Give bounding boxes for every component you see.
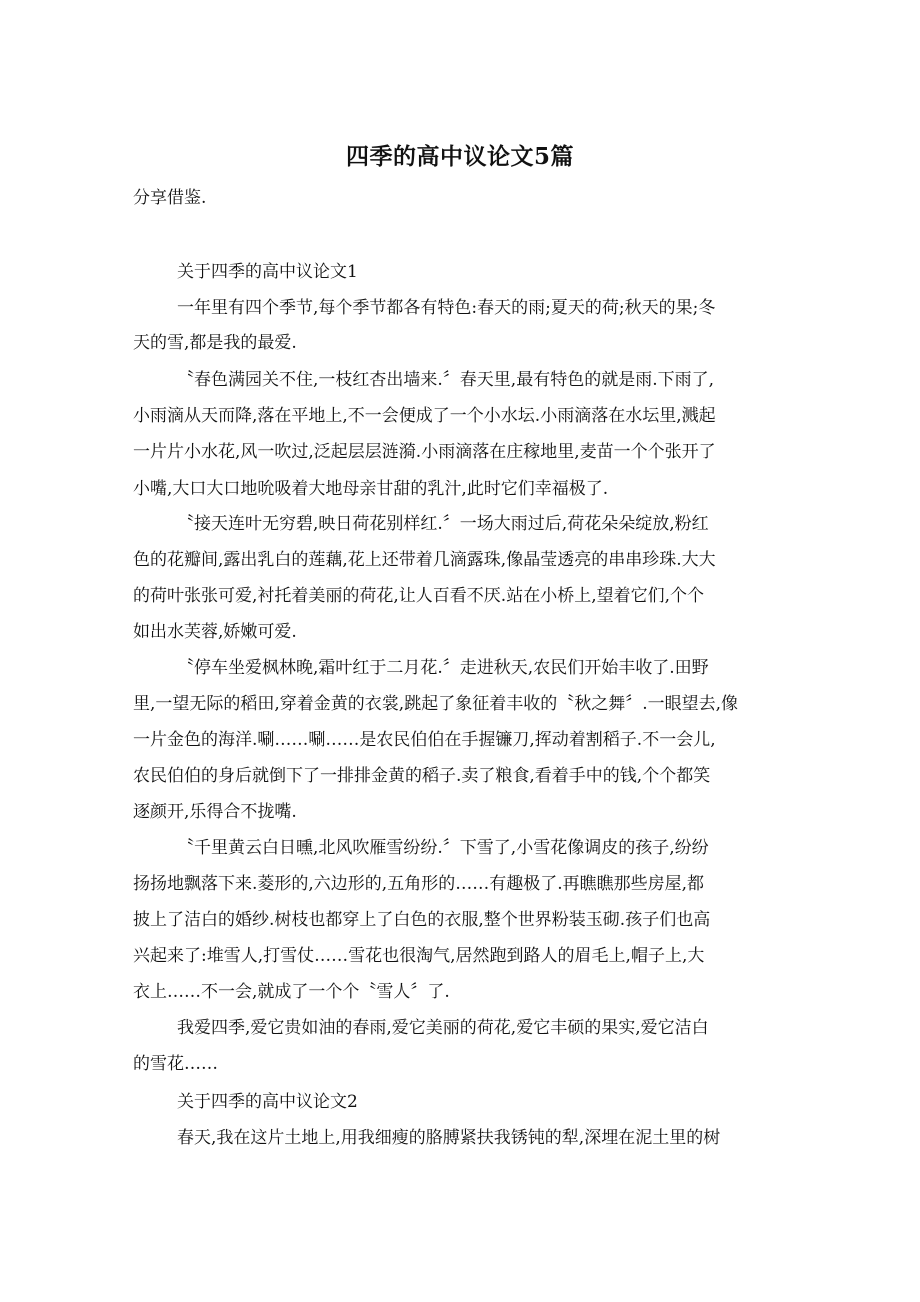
paragraph-line: 衣上……不一会,就成了一个个〝雪人〞了. [133, 982, 450, 1002]
paragraph-line: 色的花瓣间,露出乳白的莲藕,花上还带着几滴露珠,像晶莹透亮的串串珍珠.大大 [133, 550, 716, 570]
intro-text: 分享借鉴. [133, 188, 207, 208]
paragraph-line: 一片金色的海洋.唰……唰……是农民伯伯在手握镰刀,挥动着割稻子.不一会儿, [133, 730, 716, 750]
paragraph-line: 披上了洁白的婚纱.树枝也都穿上了白色的衣服,整个世界粉装玉砌.孩子们也高 [133, 910, 711, 930]
paragraph-line: 一片片小水花,风一吹过,泛起层层涟漪.小雨滴落在庄稼地里,麦苗一个个张开了 [133, 442, 716, 462]
paragraph-line: 一年里有四个季节,每个季节都各有特色:春天的雨;夏天的荷;秋天的果;冬 [177, 298, 716, 318]
paragraph-line: 如出水芙蓉,娇嫩可爱. [133, 622, 297, 642]
paragraph-line: 里,一望无际的稻田,穿着金黄的衣裳,跳起了象征着丰收的〝秋之舞〞.一眼望去,像 [133, 694, 739, 714]
section-heading-1: 关于四季的高中议论文1 [177, 262, 358, 282]
document-title: 四季的高中议论文5篇 [345, 143, 574, 170]
paragraph-line: 〝千里黄云白日曛,北风吹雁雪纷纷.〞下雪了,小雪花像调皮的孩子,纷纷 [177, 838, 709, 858]
paragraph-line: 扬扬地飘落下来.菱形的,六边形的,五角形的……有趣极了.再瞧瞧那些房屋,都 [133, 874, 705, 894]
paragraph-line: 〝停车坐爱枫林晚,霜叶红于二月花.〞走进秋天,农民们开始丰收了.田野 [177, 658, 709, 678]
paragraph-line: 的雪花…… [133, 1054, 218, 1074]
paragraph-line: 兴起来了:堆雪人,打雪仗……雪花也很淘气,居然跑到路人的眉毛上,帽子上,大 [133, 946, 705, 966]
paragraph-line: 小雨滴从天而降,落在平地上,不一会便成了一个小水坛.小雨滴落在水坛里,溅起 [133, 406, 716, 426]
paragraph-line: 春天,我在这片土地上,用我细瘦的胳膊紧扶我锈钝的犁,深埋在泥土里的树 [177, 1128, 721, 1148]
paragraph-line: 的荷叶张张可爱,衬托着美丽的荷花,让人百看不厌.站在小桥上,望着它们,个个 [133, 586, 705, 606]
paragraph-line: 小嘴,大口大口地吮吸着大地母亲甘甜的乳汁,此时它们幸福极了. [133, 479, 609, 499]
paragraph-line: 我爱四季,爱它贵如油的春雨,爱它美丽的荷花,爱它丰硕的果实,爱它洁白 [177, 1018, 709, 1038]
paragraph-line: 农民伯伯的身后就倒下了一排排金黄的稻子.卖了粮食,看着手中的钱,个个都笑 [133, 766, 711, 786]
paragraph-line: 逐颜开,乐得合不拢嘴. [133, 802, 297, 822]
paragraph-line: 天的雪,都是我的最爱. [133, 333, 297, 353]
paragraph-line: 〝春色满园关不住,一枝红杏出墙来.〞春天里,最有特色的就是雨.下雨了, [177, 370, 715, 390]
section-heading-2: 关于四季的高中议论文2 [177, 1092, 358, 1112]
paragraph-line: 〝接天连叶无穷碧,映日荷花别样红.〞一场大雨过后,荷花朵朵绽放,粉红 [177, 514, 709, 534]
